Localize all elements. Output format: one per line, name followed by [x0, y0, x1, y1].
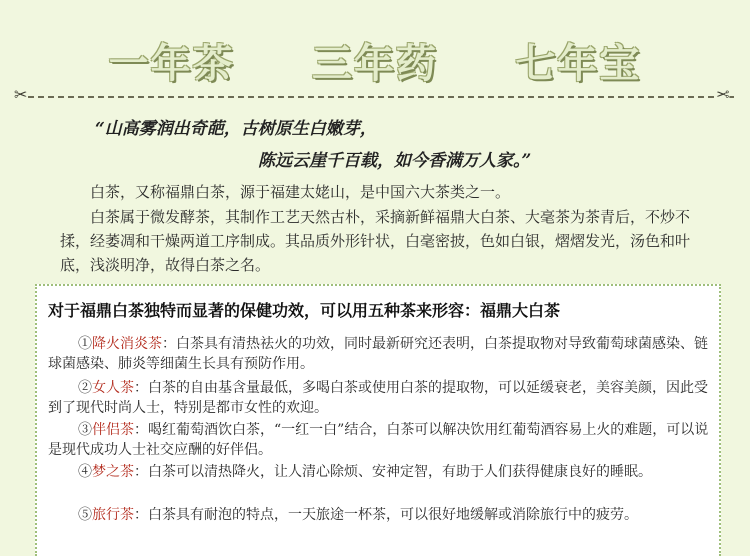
item-text: ：白茶具有耐泡的特点，一天旅途一杯茶，可以很好地缓解或消除旅行中的疲劳。: [134, 507, 638, 523]
item-number: ⑤: [78, 507, 92, 523]
benefit-item-5: [48, 505, 716, 525]
item-text: ：喝红葡萄酒饮白茶，“一红一白”结合，白茶可以解决饮用红葡萄酒容易上火的难题，可以说是现代成功人士社交应酬的好伴侣。: [48, 422, 709, 458]
intro-text-1: 白茶，又称福鼎白茶，源于福建太姥山，是中国六大茶类之一。: [90, 183, 511, 201]
intro-paragraph-2: [60, 205, 700, 277]
item-number: ①: [78, 336, 92, 352]
title-banner: [0, 30, 750, 90]
poem-line-1: “山高雾润出奇葩，古树原生白嫩芽，: [95, 119, 377, 139]
benefit-item-3: [48, 420, 716, 460]
item-text: ：白茶可以清热降火，让人清心除烦、安神定智，有助于人们获得健康良好的睡眠。: [134, 464, 652, 480]
banner-phrase-2: 三年药: [311, 40, 438, 87]
poem-line-2: 陈远云崖千百载，如今香满万人家。”: [258, 151, 532, 171]
scissors-icon: ✂: [14, 85, 28, 104]
panel-title: 对于福鼎白茶独特而显著的保健功效，可以用五种茶来形容：福鼎大白茶: [48, 301, 561, 320]
scissors-icon: ✂: [716, 85, 730, 104]
item-name: 降火消炎茶: [92, 336, 162, 352]
intro-paragraph-1: [60, 180, 700, 204]
benefit-item-1: [48, 334, 716, 374]
item-text: ：白茶具有清热祛火的功效，同时最新研究还表明，白茶提取物对导致葡萄球菌感染、链球菌感染、肺炎等细菌生长具有预防作用。: [48, 336, 708, 372]
item-name: 女人茶: [92, 380, 134, 396]
item-name: 梦之茶: [92, 464, 134, 480]
item-name: 伴侣茶: [92, 422, 134, 438]
item-text: ：白茶的自由基含量最低，多喝白茶或使用白茶的提取物，可以延缓衰老，美容美颜，因此受到了现代时尚人士，特别是都市女性的欢迎。: [48, 380, 708, 416]
benefit-item-4: [48, 462, 716, 482]
item-number: ②: [78, 380, 92, 396]
intro-text-2: 白茶属于微发酵茶，其制作工艺天然古朴，采摘新鲜福鼎大白茶、大毫茶为茶青后，不炒不揉，经萎凋和干燥两道工序制成。其品质外形针状，白毫密披，色如白银，熠熠发光，汤色和叶底，浅淡明净，故得白茶之名。: [60, 208, 691, 274]
item-number: ④: [78, 464, 92, 480]
item-number: ③: [78, 422, 92, 438]
dashed-cut-line: [18, 96, 734, 98]
banner-phrase-1: 一年茶: [108, 40, 235, 87]
banner-phrase-3: 七年宝: [515, 40, 642, 87]
item-name: 旅行茶: [92, 507, 134, 523]
benefit-item-2: [48, 378, 716, 418]
